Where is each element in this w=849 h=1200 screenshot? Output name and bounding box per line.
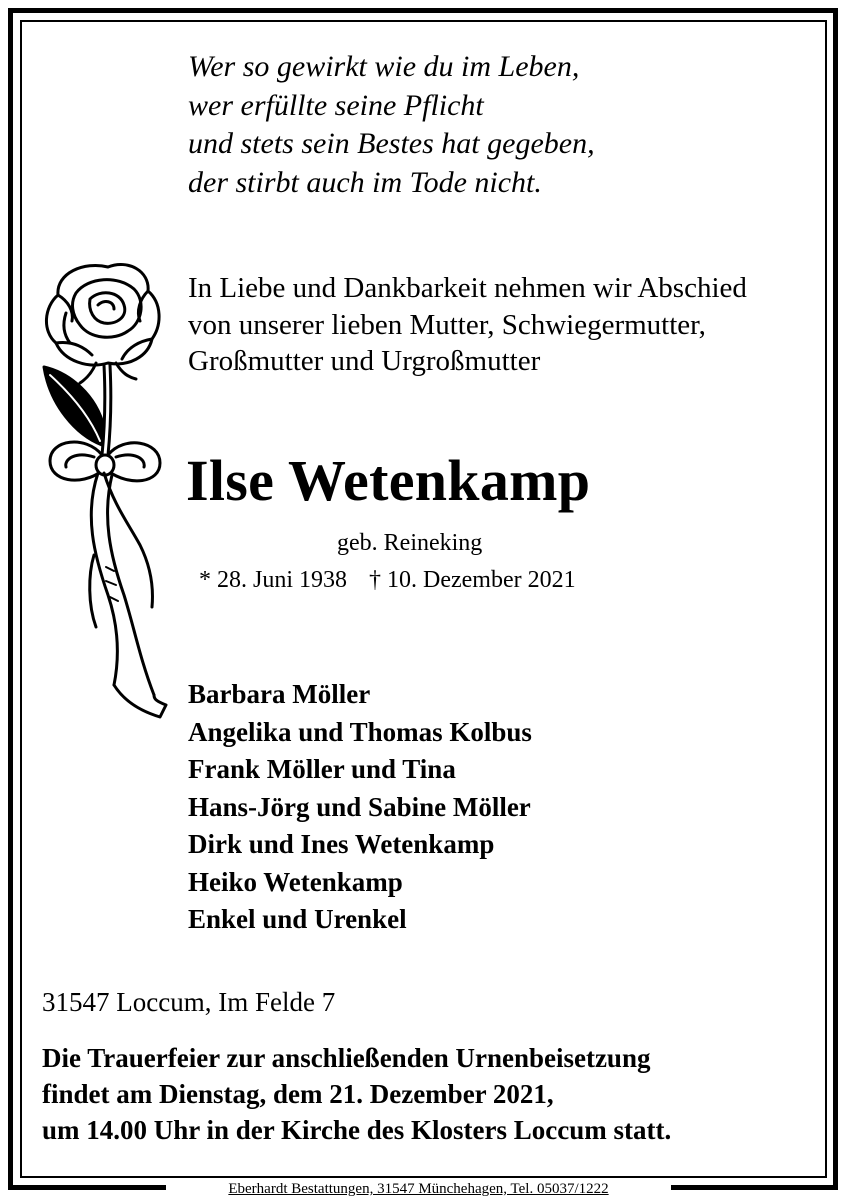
maiden-name: geb. Reineking <box>337 530 483 556</box>
mourners-list <box>188 676 532 939</box>
mourner-name: Hans-Jörg und Sabine Möller <box>188 791 531 822</box>
ceremony-line: um 14.00 Uhr in der Kirche des Klosters Loccum statt. <box>42 1115 672 1145</box>
life-dates <box>199 565 576 595</box>
mourner-name: Frank Möller und Tina <box>188 754 456 784</box>
intro-line: von unserer lieben Mutter, Schwiegermutter, <box>188 308 706 341</box>
poem-line: Wer so gewirkt wie du im Leben, <box>188 50 580 83</box>
ceremony-line: findet am Dienstag, dem 21. Dezember 2021, <box>42 1079 554 1109</box>
mourner-name: Barbara Möller <box>188 679 371 709</box>
birth-date: * 28. Juni 1938 <box>199 567 348 593</box>
ceremony-notice <box>42 1040 671 1148</box>
deceased-name: Ilse Wetenkamp <box>186 448 591 513</box>
ceremony-line: Die Trauerfeier zur anschließenden Urnenbeisetzung <box>42 1043 651 1073</box>
intro-line: Großmutter und Urgroßmutter <box>188 345 541 377</box>
mourner-name: Dirk und Ines Wetenkamp <box>188 829 495 859</box>
poem <box>188 48 595 202</box>
poem-line: wer erfüllte seine Pflicht <box>188 88 484 122</box>
intro-text <box>188 270 747 380</box>
intro-line: In Liebe und Dankbarkeit nehmen wir Abschied <box>188 272 747 304</box>
mourner-name: Angelika und Thomas Kolbus <box>188 716 532 747</box>
address: 31547 Loccum, Im Felde 7 <box>42 987 336 1017</box>
mourner-name: Heiko Wetenkamp <box>188 866 403 897</box>
poem-line: der stirbt auch im Tode nicht. <box>188 165 542 199</box>
funeral-home-footer <box>166 1180 671 1200</box>
footer-text: Eberhardt Bestattungen, 31547 Münchehagen, Tel. 05037/1222 <box>228 1181 609 1197</box>
death-date: † 10. Dezember 2021 <box>369 567 576 593</box>
rose-with-ribbon-icon <box>36 255 176 725</box>
poem-line: und stets sein Bestes hat gegeben, <box>188 127 595 160</box>
mourner-name: Enkel und Urenkel <box>188 904 407 934</box>
